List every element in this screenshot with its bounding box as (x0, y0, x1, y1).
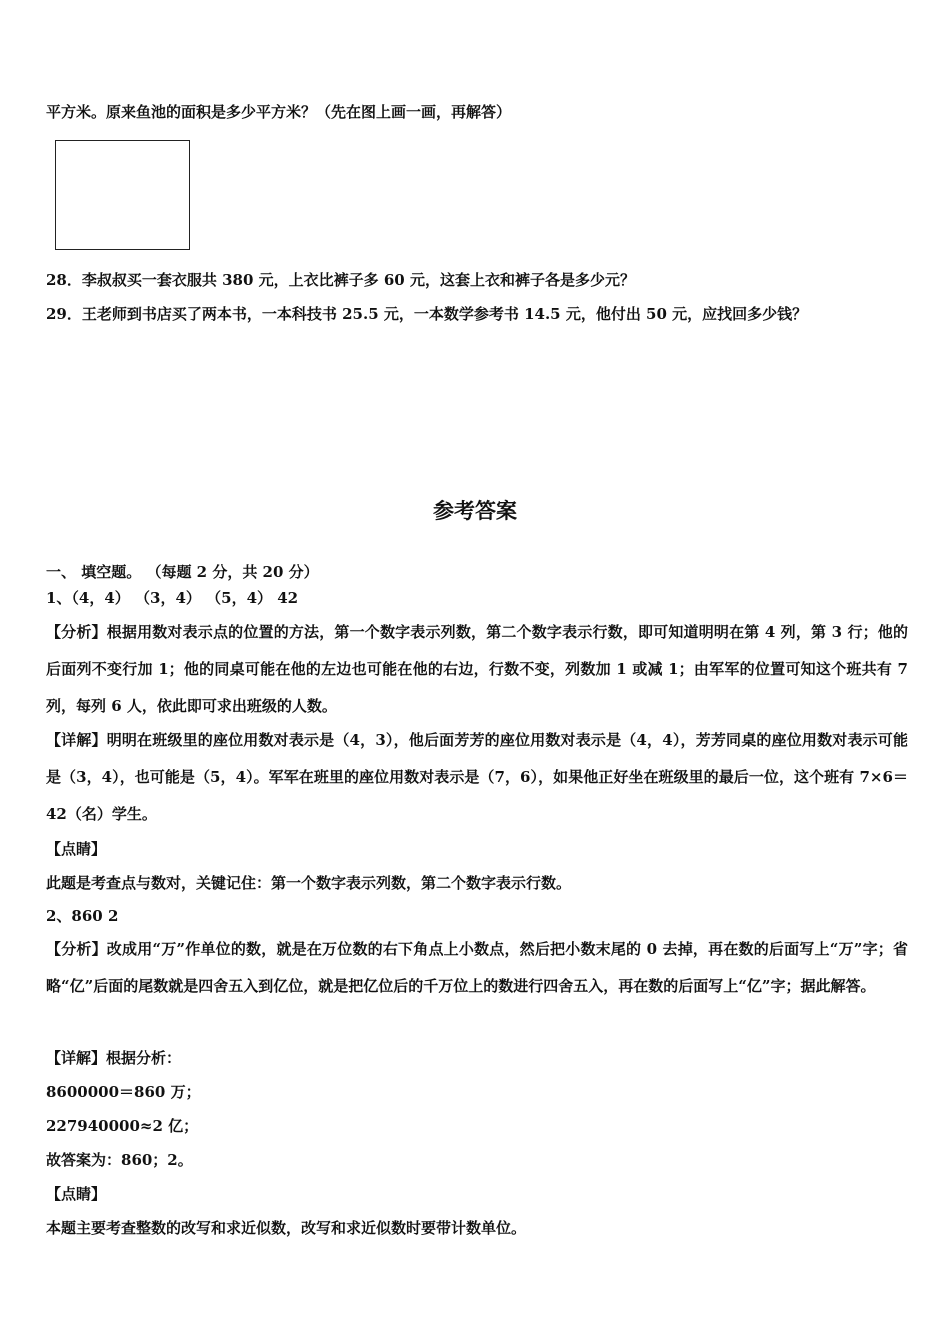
answer-2-step-2: 227940000≈2 亿； (46, 1117, 199, 1135)
answer-2-result: 故答案为：860；2。 (46, 1151, 193, 1169)
answer-2-step-1: 8600000＝860 万； (46, 1083, 201, 1101)
question-29: 29．王老师到书店买了两本书，一本科技书 25.5 元，一本数学参考书 14.5 元，他付出 50 元，应找回多少钱？ (46, 305, 808, 323)
answer-1-dianjing: 此题是考查点与数对，关键记住：第一个数字表示列数，第二个数字表示行数。 (46, 874, 572, 892)
answer-key-title: 参考答案 (433, 498, 517, 523)
answer-1-analysis: 【分析】根据用数对表示点的位置的方法，第一个数字表示列数，第二个数字表示行数，即可知道明明在第 4 列，第 3 行；他的后面列不变行加 1；他的同桌可能在他的左边也可能在他的右边，行数不变，列数加 1 或减 1；由军军的位置可知这个班共有 7 列，每列 6 人，依此即可求出班级的人数。 (46, 623, 908, 715)
answer-1-detail: 【详解】明明在班级里的座位用数对表示是（4，3），他后面芳芳的座位用数对表示是（4，4），芳芳同桌的座位用数对表示可能是（3，4），也可能是（5，4）。军军在班里的座位用数对表示是（7，6），如果他正好坐在班级里的最后一位，这个班有 7×6＝42（名）学生。 (46, 731, 908, 823)
fish-pond-square-figure (55, 140, 190, 250)
answer-1: 1、（4，4） （3，4） （5，4） 42 (46, 589, 299, 607)
answer-2-dianjing-label: 【点睛】 (46, 1185, 107, 1203)
question-27-tail: 平方米。原来鱼池的面积是多少平方米？（先在图上画一画，再解答） (46, 103, 512, 121)
answer-2-analysis: 【分析】改成用“万”作单位的数，就是在万位数的右下角点上小数点，然后把小数末尾的 0 去掉，再在数的后面写上“万”字；省略“亿”后面的尾数就是四舍五入到亿位，就是把亿位后的千万位上的数进行四舍五入，再在数的后面写上“亿”字；据此解答。 (46, 940, 908, 995)
answer-2-detail-label: 【详解】根据分析： (46, 1049, 182, 1067)
section-1-heading: 一、 填空题。 （每题 2 分，共 20 分） (46, 563, 319, 581)
answer-1-dianjing-label: 【点睛】 (46, 840, 107, 858)
answer-2: 2、860 2 (46, 907, 119, 925)
answer-2-dianjing: 本题主要考查整数的改写和求近似数，改写和求近似数时要带计数单位。 (46, 1219, 527, 1237)
question-28: 28．李叔叔买一套衣服共 380 元，上衣比裤子多 60 元，这套上衣和裤子各是多少元？ (46, 271, 635, 289)
